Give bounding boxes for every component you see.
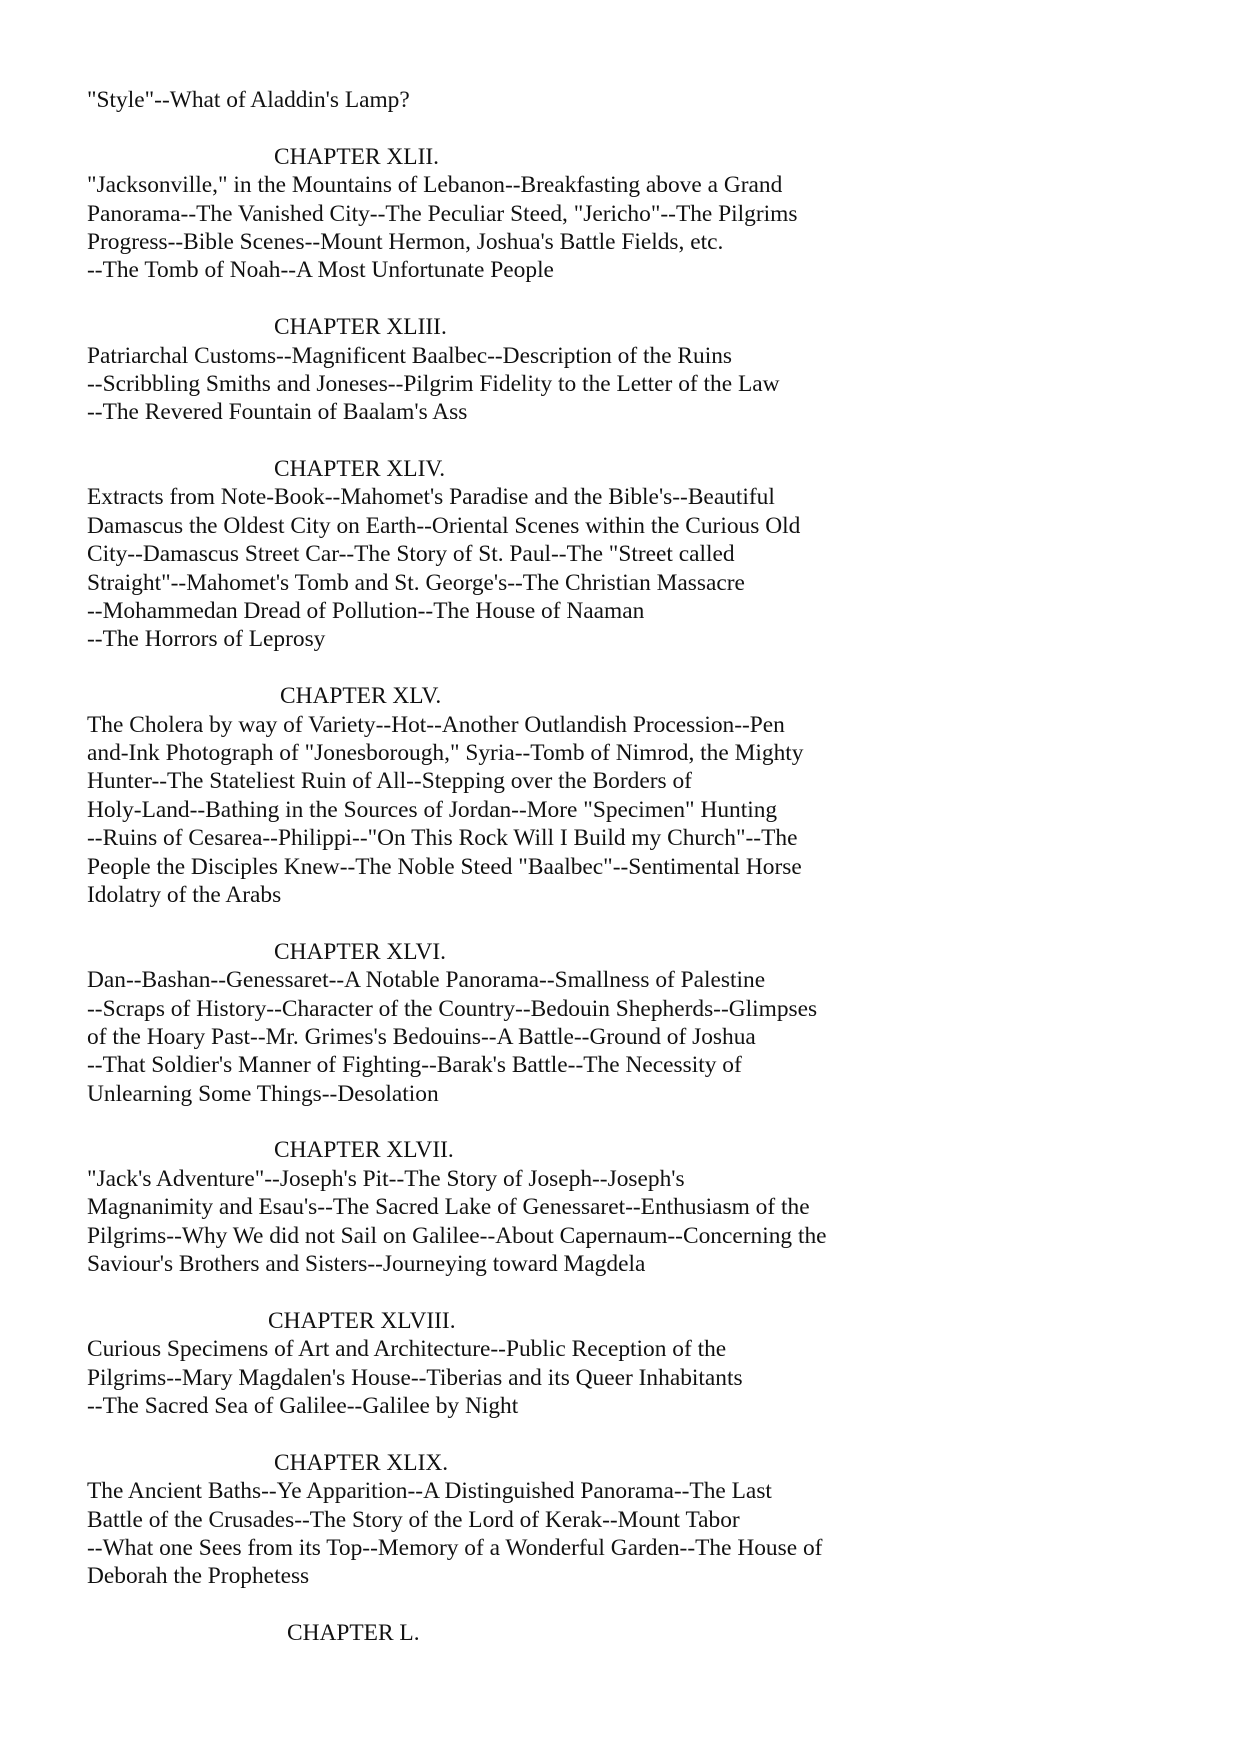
chapter-summary-line: and-Ink Photograph of "Jonesborough," Syria--Tomb of Nimrod, the Mighty xyxy=(87,739,804,766)
chapter-xlix xyxy=(87,1449,1167,1591)
chapter-summary-line: Pilgrims--Mary Magdalen's House--Tiberias and its Queer Inhabitants xyxy=(87,1364,743,1391)
chapter-summary-line: Idolatry of the Arabs xyxy=(87,881,282,908)
chapter-summary-line: The Ancient Baths--Ye Apparition--A Distinguished Panorama--The Last xyxy=(87,1478,772,1505)
intro-line: "Style"--What of Aladdin's Lamp? xyxy=(87,87,410,113)
chapter-summary-line: People the Disciples Knew--The Noble Steed "Baalbec"--Sentimental Horse xyxy=(87,853,802,880)
chapter-xlv xyxy=(87,682,1167,909)
chapter-summary-line: --The Tomb of Noah--A Most Unfortunate People xyxy=(87,257,554,284)
chapter-summary-line: --The Horrors of Leprosy xyxy=(87,626,326,653)
chapter-summary-line: Pilgrims--Why We did not Sail on Galilee--About Capernaum--Concerning the xyxy=(87,1222,827,1249)
chapter-summary-line: Saviour's Brothers and Sisters--Journeying toward Magdela xyxy=(87,1251,646,1278)
chapter-summary-line: Progress--Bible Scenes--Mount Hermon, Joshua's Battle Fields, etc. xyxy=(87,228,724,255)
chapter-summary-line: --Scribbling Smiths and Joneses--Pilgrim Fidelity to the Letter of the Law xyxy=(87,370,780,397)
chapter-summary-line: "Jack's Adventure"--Joseph's Pit--The Story of Joseph--Joseph's xyxy=(87,1165,685,1192)
chapter-heading: CHAPTER XLIV. xyxy=(274,456,446,483)
chapter-summary-line: Patriarchal Customs--Magnificent Baalbec--Description of the Ruins xyxy=(87,342,733,369)
chapter-summary-line: Magnanimity and Esau's--The Sacred Lake of Genessaret--Enthusiasm of the xyxy=(87,1194,810,1221)
chapter-summary-line: --That Soldier's Manner of Fighting--Barak's Battle--The Necessity of xyxy=(87,1052,742,1079)
chapter-heading: CHAPTER XLV. xyxy=(280,683,442,710)
chapter-summary-line: Panorama--The Vanished City--The Peculiar Steed, "Jericho"--The Pilgrims xyxy=(87,200,798,227)
chapter-xlvii xyxy=(87,1136,1167,1278)
chapter-summary-line: --The Revered Fountain of Baalam's Ass xyxy=(87,399,468,426)
chapter-heading: CHAPTER XLIX. xyxy=(274,1449,449,1476)
chapter-summary-line: --Scraps of History--Character of the Country--Bedouin Shepherds--Glimpses xyxy=(87,995,818,1022)
chapter-heading: CHAPTER XLVIII. xyxy=(268,1307,456,1334)
chapter-l xyxy=(87,1619,1167,1647)
chapter-heading: CHAPTER XLVII. xyxy=(274,1137,454,1164)
chapter-heading: CHAPTER XLIII. xyxy=(274,314,447,341)
chapter-heading: CHAPTER L. xyxy=(287,1620,420,1647)
chapter-summary-line: Deborah the Prophetess xyxy=(87,1563,310,1590)
chapter-summary-line: Battle of the Crusades--The Story of the Lord of Kerak--Mount Tabor xyxy=(87,1506,740,1533)
chapter-xlviii xyxy=(87,1307,1167,1421)
chapter-summary-line: Damascus the Oldest City on Earth--Oriental Scenes within the Curious Old xyxy=(87,512,801,539)
chapter-xliii xyxy=(87,313,1167,427)
toc-page xyxy=(87,86,1167,1647)
chapter-heading: CHAPTER XLVI. xyxy=(274,938,446,965)
chapter-summary-line: Hunter--The Stateliest Ruin of All--Stepping over the Borders of xyxy=(87,768,692,795)
chapter-xlii xyxy=(87,143,1167,285)
chapter-summary-line: "Jacksonville," in the Mountains of Lebanon--Breakfasting above a Grand xyxy=(87,172,783,199)
chapter-summary-line: --The Sacred Sea of Galilee--Galilee by Night xyxy=(87,1392,519,1419)
chapter-summary-line: --Mohammedan Dread of Pollution--The House of Naaman xyxy=(87,598,645,625)
chapter-xliv xyxy=(87,455,1167,654)
chapter-summary-line: City--Damascus Street Car--The Story of St. Paul--The "Street called xyxy=(87,541,735,568)
chapter-summary-line: Extracts from Note-Book--Mahomet's Paradise and the Bible's--Beautiful xyxy=(87,484,775,511)
chapter-summary-line: Unlearning Some Things--Desolation xyxy=(87,1080,439,1107)
chapter-heading: CHAPTER XLII. xyxy=(274,143,440,170)
chapter-summary-line: --Ruins of Cesarea--Philippi--"On This Rock Will I Build my Church"--The xyxy=(87,825,798,852)
chapter-summary-line: Straight"--Mahomet's Tomb and St. George's--The Christian Massacre xyxy=(87,569,745,596)
chapter-summary-line: of the Hoary Past--Mr. Grimes's Bedouins--A Battle--Ground of Joshua xyxy=(87,1023,756,1050)
chapter-xlvi xyxy=(87,938,1167,1108)
chapter-summary-line: Curious Specimens of Art and Architecture--Public Reception of the xyxy=(87,1336,727,1363)
chapter-summary-line: --What one Sees from its Top--Memory of a Wonderful Garden--The House of xyxy=(87,1534,823,1561)
chapter-summary-line: Dan--Bashan--Genessaret--A Notable Panorama--Smallness of Palestine xyxy=(87,967,766,994)
chapter-summary-line: Holy-Land--Bathing in the Sources of Jordan--More "Specimen" Hunting xyxy=(87,796,778,823)
chapter-summary-line: The Cholera by way of Variety--Hot--Another Outlandish Procession--Pen xyxy=(87,711,785,738)
